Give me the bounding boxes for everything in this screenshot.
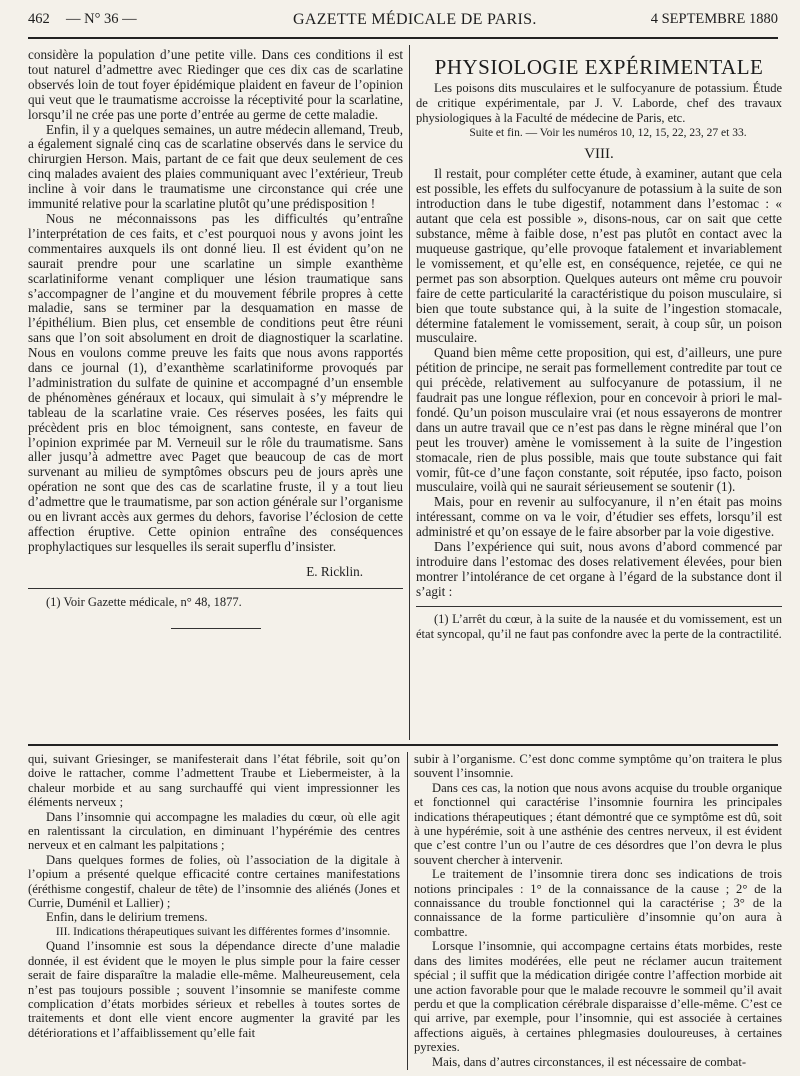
paragraph: considère la population d’une petite ville. Dans ces conditions il est tout naturel d’admettre avec Riedinger que ces dix cas de scarlatine observés loin de tout foyer épidémique plaident en faveur de l’opinion qui veut que le traumatisme accroisse la réceptivité pour la scarlatine, lorsqu’il ne crée pas une porte d’entrée au germe de cette maladie. [28, 47, 403, 122]
subheading: III. Indications thérapeutiques suivant les différentes formes d’insomnie. [55, 925, 391, 938]
article-subtitle: Les poisons dits musculaires et le sulfocyanure de potassium. Étude de critique expérimentale, par J. V. Laborde, chef des travaux physiologiques à la Faculté de médecine de Paris, etc. [416, 80, 782, 125]
paragraph: Il restait, pour compléter cette étude, à examiner, autant que cela est possible, les effets du sulfocyanure de potassium à la suite de son introduction dans le tube digestif, notamment dans l’estomac : « autant que cela est possible », disons-nous, car on sait que cette substance, même à faible dose, n’est pas plutôt en contact avec la muqueuse gastrique, qu’elle provoque fatalement et invariablement le vomissement, et qu’elle est, en conséquence, rejetée, ce qui ne permet pas son absorption. Quelques auteurs ont même cru pouvoir faire de cette particularité la caractéristique du poison musculaire, si bien que toute substance qui, à la suite de l’ingestion stomacale, détermine fatalement le vomissement, serait, à coup sûr, un poison musculaire. [416, 166, 782, 346]
paragraph: Quand l’insomnie est sous la dépendance directe d’une maladie donnée, il est évident que le moyen le plus simple pour la faire cesser serait de faire disparaître la maladie elle-même. Malheureusement, cela n’est pas toujours possible ; souvent l’insomnie se manifeste comme complication d’états morbides sérieux et rebelles à toutes sortes de traitements et dont elle vient encore augmenter la gravité par les détériorations et l’affaiblissement qu’elle fait [28, 939, 400, 1040]
paragraph: Le traitement de l’insomnie tirera donc ses indications de trois notions principales : 1° de la connaissance de la cause ; 2° de la connaissance du trouble fonctionnel qui la caractérise ; 3° de la connaissance de la forme particulière d’insomnie qu’on aura à combattre. [414, 867, 782, 939]
paragraph: Nous ne méconnaissons pas les difficultés qu’entraîne l’interprétation de ces faits, et c’est pourquoi nous y avons joint les commentaires auxquels ils ont donné lieu. Il est évident qu’on ne saurait prendre pour une scarlatine un simple exanthème scarlatiniforme venant compliquer une lésion traumatique sans s’accompagner de l’angine et du mouvement fébrile propres à cette maladie, sans se terminer par la desquamation en masse de l’épithélium. Bien plus, cet ensemble de conditions peut être réuni sans que l’on soit absolument en droit de diagnostiquer la scarlatine. Nous en voulons comme preuve les faits que nous avons rapportés dans ce journal (1), d’exanthème scarlatiniforme provoqués par l’administration du sulfate de quinine et accompagné d’un ensemble de phénomènes généraux et locaux, qui simulait à s’y méprendre le tableau de la scarlatine vraie. Ces réserves posées, les faits qui précèdent pris en bloc témoignent, sans conteste, en faveur de l’opinion exprimée par M. Verneuil sur le rôle du traumatisme. Sans aller jusqu’à admettre avec Paget que beaucoup de cas de mort survenant au milieu de symptômes obscurs peu de jours après une opération ne sont que des cas de scarlatine fruste, il y a tout lieu d’admettre que le traumatisme, par son action générale sur l’organisme ou en livrant accès aux germes du dehors, favorise l’éclosion de cette affection éruptive. Cette opinion entraîne des conséquences prophylactiques sur lesquelles ils serait superflu d’insister. [28, 210, 403, 554]
footnote-rule [416, 606, 782, 607]
paragraph: Mais, pour en revenir au sulfocyanure, il n’en était pas moins intéressant, comme on va le voir, d’étudier ses effets, lorsqu’il est administré et qu’on essaye de le faire absorber par la voie digestive. [416, 494, 782, 540]
paragraph: Quand bien même cette proposition, qui est, d’ailleurs, une pure pétition de principe, ne serait pas formellement contredite par tout ce qui précède, relativement au sulfocyanure de potassium, il ne faudrait pas une longue réflexion, pour en concevoir à priori le mal-fondé. Qu’un poison musculaire vrai (et nous essayerons de montrer dans un autre travail que ce n’est pas dans le règne minéral que l’on peut les trouver) amène le vomissement à la suite de l’ingestion stomacale, rien de plus possible, mais que toute substance qui fait vomir, fût-ce d’une façon constante, soit réputée, ipso facto, poison musculaire, voilà qui ne saurait sérieusement se soutenir (1). [416, 345, 782, 495]
paragraph: qui, suivant Griesinger, se manifesterait dans l’état fébrile, soit qu’on doive le rattacher, comme l’admettent Traube et Liebermeister, à la chaleur morbide et au sang surchauffé qui vient impressionner les éléments nerveux ; [28, 752, 400, 810]
journal-title: GAZETTE MÉDICALE DE PARIS. [293, 11, 537, 28]
continuation-note: Suite et fin. — Voir les numéros 10, 12, 15, 22, 23, 27 et 33. [469, 126, 747, 139]
issue-number: — N° 36 — [66, 11, 137, 27]
section-divider [28, 744, 778, 746]
left-bottom-column [28, 752, 400, 1040]
signature: E. Ricklin. [306, 563, 363, 579]
column-divider [407, 752, 408, 1070]
header-rule [28, 37, 778, 39]
paragraph: Enfin, il y a quelques semaines, un autre médecin allemand, Treub, a également signalé cinq cas de scarlatine observés dans le service du chirurgien Herson. Mais, partant de ce fait que deux seulement de ces cinq malades avaient des plaies communiquant avec l’extérieur, Treub incline à voir dans le traumatisme une circonstance qui crée une immunité relative pour la scarlatine plutôt qu’une prédisposition ! [28, 121, 403, 212]
page-header [28, 11, 778, 33]
paragraph: Enfin, dans le delirium tremens. [46, 910, 208, 925]
page-number: 462 [28, 11, 50, 27]
right-bottom-column [414, 752, 782, 1069]
paragraph: Dans l’expérience qui suit, nous avons d’abord commencé par introduire dans l’estomac des doses relativement élevées, pour bien montrer l’intolérance de cet organe à l’égard de la substance dont il s’agit : [416, 539, 782, 599]
footnote: (1) L’arrêt du cœur, à la suite de la nausée et du vomissement, est un état syncopal, qu’il ne faut pas confondre avec la perte de la contractilité. [416, 611, 782, 641]
issue-date: 4 SEPTEMBRE 1880 [650, 11, 778, 27]
paragraph: Dans l’insomnie qui accompagne les maladies du cœur, où elle agit en ralentissant la circulation, en diminuant l’hypérémie des centres nerveux et en calmant les palpitations ; [28, 809, 400, 853]
chapter-number: VIII. [584, 145, 614, 162]
right-top-column [416, 55, 782, 642]
paragraph: Dans ces cas, la notion que nous avons acquise du trouble organique et fonctionnel qui caractérise l’insomnie fournira les principales indications thérapeutiques ; étant démontré que ce symptôme est dû, soit à une hypérémie, soit à une asthénie des centres nerveux, il est évident que c’est contre l’un ou l’autre de ces désordres que l’on devra le plus souvent chercher à intervenir. [414, 780, 782, 867]
paragraph: Dans quelques formes de folies, où l’association de la digitale à l’opium a présenté quelque efficacité contre certaines manifestations (éréthisme congestif, chaleur de tête) de l’insomnie des aliénés (Jones et Currie, Duménil et Lallier) ; [28, 852, 400, 911]
end-rule [171, 628, 261, 629]
left-top-column [28, 48, 403, 637]
paragraph: Mais, dans d’autres circonstances, il est nécessaire de combat- [432, 1054, 747, 1069]
footnote-rule [28, 588, 403, 589]
section-title: PHYSIOLOGIE EXPÉRIMENTALE [434, 55, 764, 79]
paragraph: subir à l’organisme. C’est donc comme symptôme qu’on traitera le plus souvent l’insomnie. [414, 752, 782, 781]
column-divider [409, 45, 410, 740]
paragraph: Lorsque l’insomnie, qui accompagne certains états morbides, reste dans des limites modérées, elle peut ne réclamer aucun traitement spécial ; il suffit que la médication dirigée contre l’affection morbide ait une action favorable pour que le malade recouvre le sommeil qu’il avait perdu et que la complication cérébrale disparaisse d’elle-même. C’est ce qui arrive, par exemple, pour l’insomnie, qui est associée à certaines affections aiguës, à certaines phlegmasies douloureuses, à certaines pyrexies. [414, 939, 782, 1055]
footnote: (1) Voir Gazette médicale, n° 48, 1877. [46, 594, 242, 609]
